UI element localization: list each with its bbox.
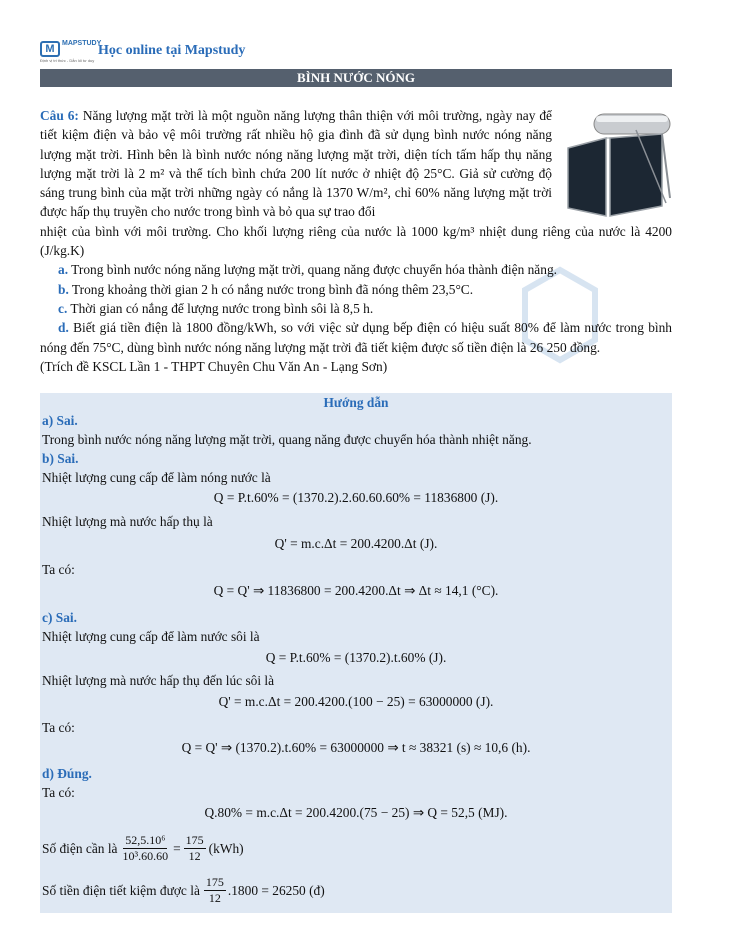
site-header bbox=[40, 40, 245, 62]
question-label: Câu 6: bbox=[40, 108, 79, 123]
question-intro-2: nhiệt của bình với môi trường. Cho khối lượng riêng của nước là 1000 kg/m³ nhiệt dung riêng của nước là 4200 (J/kg.K) bbox=[40, 223, 672, 259]
part-b-line-3: Ta có: bbox=[42, 562, 75, 577]
part-b-line-2: Nhiệt lượng mà nước hấp thụ là bbox=[42, 514, 213, 529]
fraction-energy: $\frac{\text{52,5.10⁶}}{\text{10³.60.60}}$ bbox=[122, 833, 169, 863]
part-b-heading: b) Sai. bbox=[42, 451, 79, 466]
question-intro-1: Năng lượng mặt trời là một nguồn năng lượng thân thiện với môi trường, ngày nay để tiết kiệm điện và bảo vệ môi trường rất nhiều hộ gia đình đã sử dụng bình nước nóng năng lượng mặt trời. Hình bên là bình nước nóng năng lượng mặt trời, diện tích tấm hấp thụ năng lượng mặt trời là 2 m² và thể tích bình chứa 200 lít nước ở nhiệt độ 25°C. Giả sử cường độ sáng trung bình của mặt trời những ngày có nắng là 1370 W/m², chỉ 60% năng lượng mặt trời được hấp thụ truyền cho nước trong bình và bỏ qua sự trao đổi bbox=[40, 108, 552, 220]
part-a-text: Trong bình nước nóng năng lượng mặt trời, quang năng được chuyển hóa thành nhiệt năng. bbox=[42, 432, 532, 447]
solution-title: Hướng dẫn bbox=[323, 395, 389, 410]
part-d-line-1: Ta có: bbox=[42, 785, 75, 800]
part-c-formula-3: Q = Q' ⇒ (1370.2).t.60% = 63000000 ⇒ t ≈ 38321 (s) ≈ 10,6 (h). bbox=[181, 740, 531, 755]
part-d-formula-1: Q.80% = m.c.Δt = 200.4200.(75 − 25) ⇒ Q = 52,5 (MJ). bbox=[204, 805, 508, 820]
part-d-heading: d) Đúng. bbox=[42, 766, 92, 781]
part-c-formula-1: Q = P.t.60% = (1370.2).t.60% (J). bbox=[265, 650, 447, 665]
section-banner: BÌNH NƯỚC NÓNG bbox=[40, 69, 672, 87]
question-block bbox=[40, 106, 672, 376]
option-a: a. Trong bình nước nóng năng lượng mặt trời, quang năng được chuyển hóa thành điện năng. bbox=[58, 262, 557, 278]
part-a-heading: a) Sai. bbox=[42, 413, 78, 428]
part-b-line-1: Nhiệt lượng cung cấp để làm nóng nước là bbox=[42, 470, 271, 485]
part-c-formula-2: Q' = m.c.Δt = 200.4200.(100 − 25) = 63000000 (J). bbox=[218, 694, 494, 709]
option-b: b. Trong khoảng thời gian 2 h có nắng nước trong bình đã nóng thêm 23,5°C. bbox=[58, 281, 474, 297]
site-link[interactable]: Học online tại Mapstudy bbox=[98, 43, 246, 58]
part-b-formula-2: Q' = m.c.Δt = 200.4200.Δt (J). bbox=[274, 536, 438, 551]
part-b-formula-1: Q = P.t.60% = (1370.2).2.60.60.60% = 11836800 (J). bbox=[213, 490, 499, 505]
part-c-line-3: Ta có: bbox=[42, 720, 75, 735]
fraction-kwh: $\frac{175}{12}$ bbox=[185, 833, 204, 863]
question-source: (Trích đề KSCL Lần 1 - THPT Chuyên Chu Văn An - Lạng Sơn) bbox=[40, 358, 388, 374]
mapstudy-logo: M MAPSTUDY Định vị tri thức - Dẫn lối tư duy bbox=[40, 40, 102, 63]
solution-box bbox=[40, 393, 672, 913]
part-c-line-1: Nhiệt lượng cung cấp để làm nước sôi là bbox=[42, 629, 260, 644]
part-b-formula-3: Q = Q' ⇒ 11836800 = 200.4200.Δt ⇒ Δt ≈ 14,1 (°C). bbox=[213, 583, 499, 598]
part-d-line-3: Số tiền điện tiết kiệm được là 175 12 .1800 = 26250 (đ) bbox=[42, 875, 325, 905]
part-c-heading: c) Sai. bbox=[42, 610, 77, 625]
part-d-line-2: Số điện cần là $\frac{\text{52,5.10⁶}}{\text{10³.60.60}}$ = $\frac{175}{12}$ (kWh) bbox=[42, 833, 244, 863]
fraction-cost: 175 12 bbox=[205, 875, 224, 905]
option-c: c. Thời gian có nắng để lượng nước trong bình sôi là 8,5 h. bbox=[58, 300, 374, 316]
option-d: d. Biết giá tiền điện là 1800 đồng/kWh, so với việc sử dụng bếp điện có hiệu suất 80% để làm nước trong bình nóng đến 75°C, dùng bình nước nóng năng lượng mặt trời đã tiết kiệm được số tiền điện là 26 250 đồng. bbox=[40, 320, 672, 355]
part-c-line-2: Nhiệt lượng mà nước hấp thụ đến lúc sôi là bbox=[42, 673, 275, 688]
